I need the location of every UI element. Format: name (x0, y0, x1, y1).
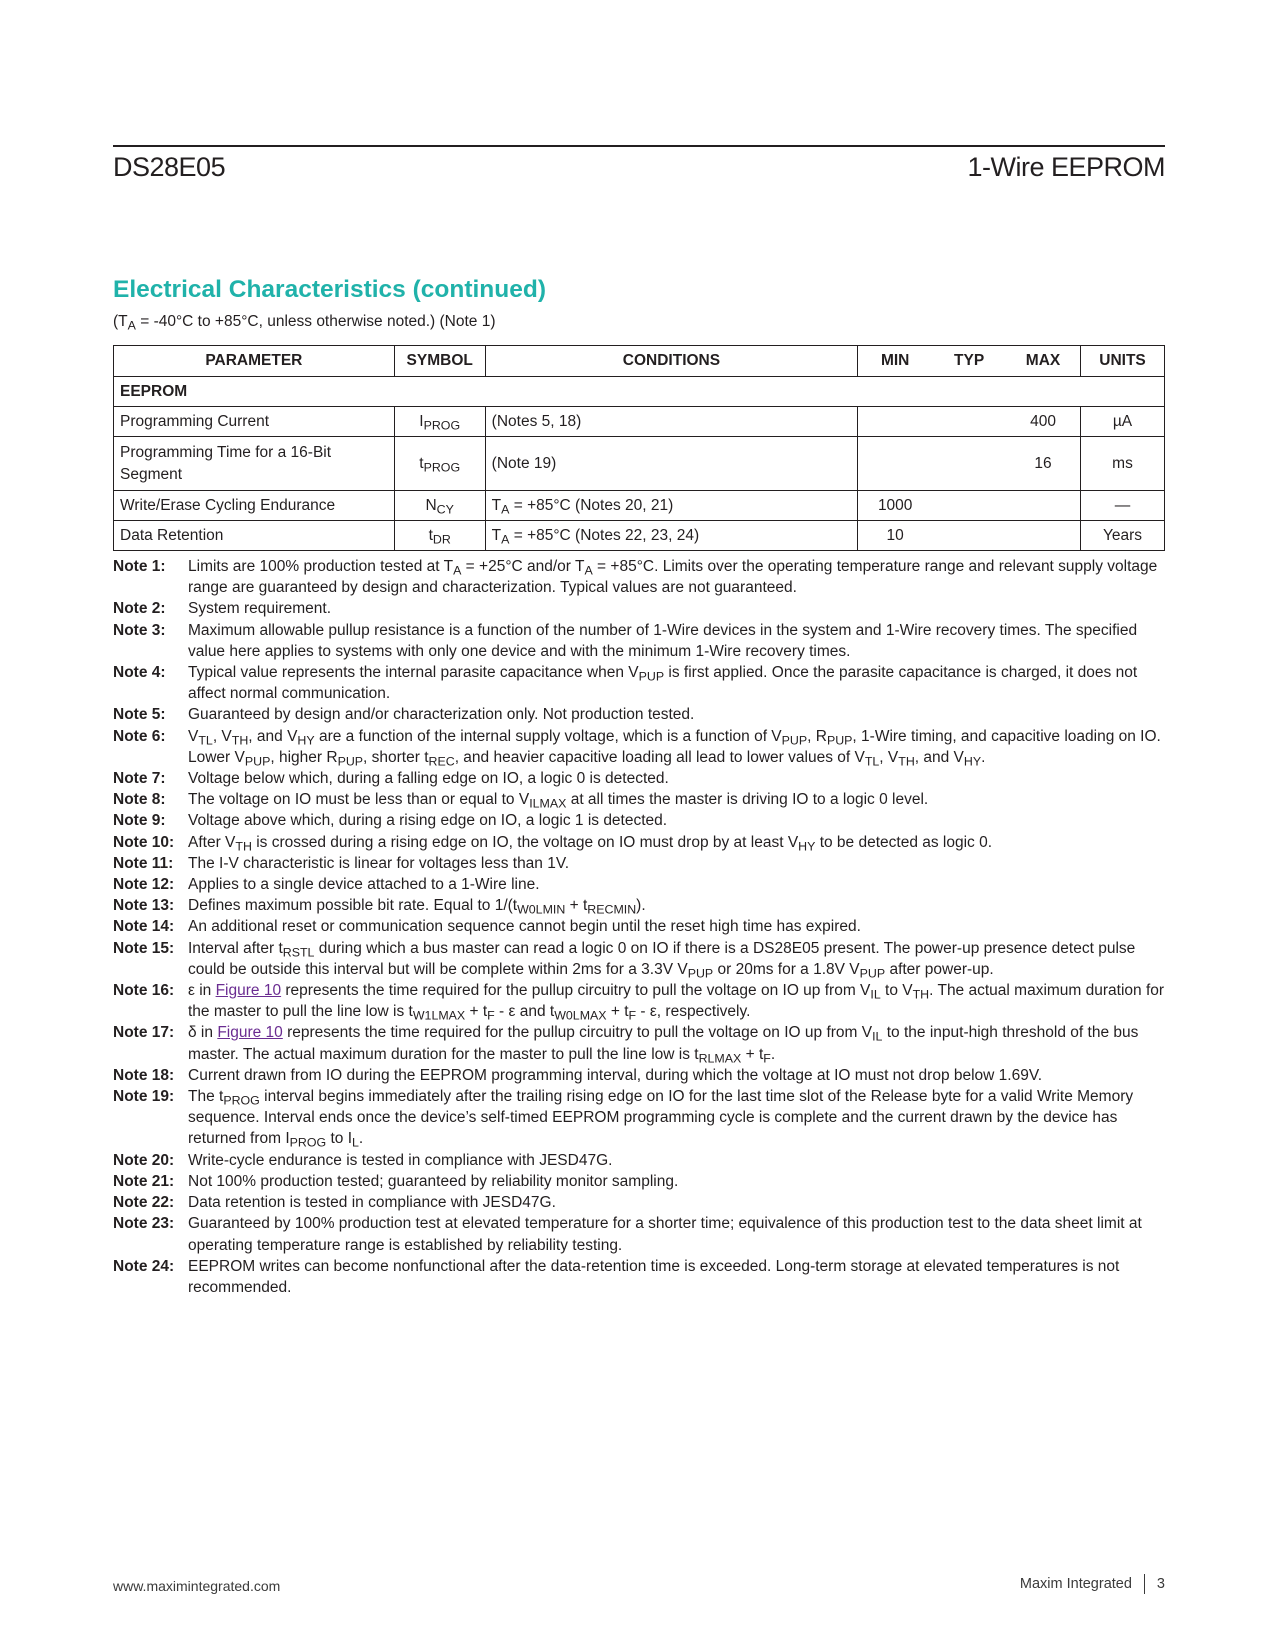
row-min-typ-max (858, 521, 1081, 551)
note-label: Note 13: (113, 897, 175, 915)
note-text: Typical value represents the internal parasite capacitance when $V_{PUP}$ is first applied. Once the parasite capacitance is charged, it does not affect normal communication. (188, 664, 1138, 703)
note-item (113, 1086, 1171, 1150)
row-units: — (1081, 491, 1165, 521)
row-symbol: $N_{CY}$ (394, 491, 485, 521)
note-text: Applies to a single device attached to a 1-Wire line. (188, 876, 540, 894)
note-text: EEPROM writes can become nonfunctional after the data-retention time is exceeded. Long-term storage at elevated temperatures is not recommended. (188, 1257, 1120, 1296)
footer-website[interactable]: www.maximintegrated.com (113, 1578, 281, 1594)
note-item (113, 704, 1171, 725)
note-label: Note 3: (113, 621, 166, 639)
header-typ: TYP (954, 352, 985, 369)
row-parameter: Programming Time for a 16-Bit Segment (114, 437, 395, 491)
note-label: Note 11: (113, 854, 174, 872)
note-label: Note 5: (113, 706, 166, 724)
footer-divider (1144, 1574, 1145, 1594)
header-parameter: PARAMETER (114, 346, 395, 377)
note-item (113, 1022, 1171, 1064)
header-symbol: SYMBOL (394, 346, 485, 377)
note-item (113, 1213, 1171, 1255)
notes-list (113, 556, 1171, 1298)
row-parameter: Write/Erase Cycling Endurance (114, 491, 395, 521)
row-typ (932, 527, 1006, 545)
note-text: Defines maximum possible bit rate. Equal to $1/(t_{W0LMIN} + t_{RECMIN})$. (188, 897, 646, 917)
row-conditions: (Note 19) (485, 437, 858, 491)
table-row (114, 521, 1165, 551)
note-text: Not 100% production tested; guaranteed by reliability monitor sampling. (188, 1172, 679, 1190)
table-row (114, 407, 1165, 437)
row-units: ms (1081, 437, 1165, 491)
table-row (114, 491, 1165, 521)
note-label: Note 20: (113, 1151, 175, 1169)
row-conditions: $T_A = +85^\circ C$ (Notes 22, 23, 24) (485, 521, 858, 551)
section-title: Electrical Characteristics (continued) (113, 276, 546, 303)
note-label: Note 12: (113, 876, 175, 894)
note-item (113, 789, 1171, 810)
note-item (113, 620, 1171, 662)
note-label: Note 6: (113, 727, 166, 745)
note-text: Maximum allowable pullup resistance is a function of the number of 1-Wire devices in the system and 1-Wire recovery times. The specified value here applies to systems with only one device and with the minimum 1-Wire recovery times. (188, 621, 1138, 660)
footer-brand (1020, 1574, 1165, 1594)
conditions-suffix: = -40°C to +85°C, unless otherwise noted.) (Note 1) (135, 313, 496, 330)
note-text: ε in Figure 10 represents the time required for the pullup circuitry to pull the voltage on IO up from $V_{IL}$ to $V_{TH}$. The actual maximum duration for the master to pull the line low is $t_{W1LMAX} + t_F - \varepsilon$ and $t_{W0LMAX} + t_F - \varepsilon$, respectively. (188, 982, 1165, 1023)
row-conditions: $T_A = +85^\circ C$ (Notes 20, 21) (485, 491, 858, 521)
note-item (113, 556, 1171, 598)
row-min-typ-max (858, 437, 1081, 491)
note-text: The voltage on IO must be less than or equal to $V_{ILMAX}$ at all times the master is driving IO to a logic 0 level. (188, 791, 929, 811)
note-label: Note 2: (113, 600, 166, 618)
note-item (113, 1171, 1171, 1192)
note-label: Note 24: (113, 1257, 175, 1275)
note-text: System requirement. (188, 600, 331, 618)
row-typ (932, 497, 1006, 515)
note-text: Limits are 100% production tested at $T_A = +25^\circ C$ and/or $T_A = +85^\circ C$. Limits over the operating temperature range and relevant supply voltage range are guaranteed by design and characterization. Typical values are not guaranteed. (188, 558, 1158, 597)
header-units: UNITS (1081, 346, 1165, 377)
note-item (113, 1256, 1171, 1298)
note-item (113, 1065, 1171, 1086)
table-header-row (114, 346, 1165, 377)
row-symbol: $t_{PROG}$ (394, 437, 485, 491)
note-item (113, 598, 1171, 619)
note-label: Note 8: (113, 791, 166, 809)
note-text: Write-cycle endurance is tested in compliance with JESD47G. (188, 1151, 613, 1169)
note-label: Note 4: (113, 664, 166, 682)
note-item (113, 980, 1171, 1022)
note-item (113, 768, 1171, 789)
row-min-typ-max (858, 491, 1081, 521)
note-text: Data retention is tested in compliance with JESD47G. (188, 1194, 556, 1212)
note-text: δ in Figure 10 represents the time required for the pullup circuitry to pull the voltage on IO up from $V_{IL}$ to the input-high threshold of the bus master. The actual maximum duration for the master to pull the line low is $t_{RLMAX} + t_F$. (188, 1024, 1139, 1066)
header-min: MIN (880, 352, 910, 369)
note-label: Note 18: (113, 1066, 175, 1084)
note-label: Note 21: (113, 1172, 175, 1190)
note-label: Note 17: (113, 1024, 175, 1042)
note-label: Note 1: (113, 558, 166, 575)
row-min: 10 (886, 526, 904, 544)
row-typ (932, 453, 1006, 475)
electrical-characteristics-table (113, 345, 1165, 551)
row-max: 16 (1034, 454, 1052, 472)
note-label: Note 7: (113, 770, 166, 788)
row-min-typ-max (858, 407, 1081, 437)
row-units: µA (1081, 407, 1165, 437)
note-item (113, 853, 1171, 874)
part-number: DS28E05 (113, 152, 226, 182)
row-max (1006, 497, 1080, 515)
row-parameter: Data Retention (114, 521, 395, 551)
note-label: Note 10: (113, 833, 175, 851)
note-label: Note 16: (113, 982, 175, 1000)
note-text: Guaranteed by 100% production test at elevated temperature for a shorter time; equivalence of this production test to the data sheet limit at operating temperature range is established by reliability testing. (188, 1215, 1142, 1254)
note-item (113, 938, 1171, 980)
table-group-row (114, 377, 1165, 407)
header-rule (113, 145, 1165, 147)
table-row (114, 437, 1165, 491)
note-text: An additional reset or communication sequence cannot begin until the reset high time has expired. (188, 918, 861, 936)
footer-company: Maxim Integrated (1019, 1576, 1132, 1592)
note-item (113, 895, 1171, 916)
row-max: 400 (1030, 412, 1056, 430)
note-item (113, 1150, 1171, 1171)
note-text: Voltage above which, during a rising edge on IO, a logic 1 is detected. (188, 812, 668, 830)
note-label: Note 15: (113, 939, 175, 957)
group-label: EEPROM (114, 377, 1165, 407)
note-item (113, 1192, 1171, 1213)
page-number: 3 (1156, 1576, 1165, 1592)
row-units: Years (1081, 521, 1165, 551)
row-symbol: $t_{DR}$ (394, 521, 485, 551)
note-label: Note 19: (113, 1088, 175, 1106)
note-text: The I-V characteristic is linear for voltages less than 1V. (188, 854, 570, 872)
row-typ (932, 413, 1006, 431)
figure-link[interactable]: Figure 10 (217, 1024, 283, 1042)
note-label: Note 22: (113, 1194, 175, 1212)
row-parameter: Programming Current (114, 407, 395, 437)
row-symbol: $I_{PROG}$ (394, 407, 485, 437)
note-label: Note 9: (113, 812, 166, 830)
note-label: Note 23: (113, 1215, 175, 1233)
note-text: After $V_{TH}$ is crossed during a rising edge on IO, the voltage on IO must drop by at least $V_{HY}$ to be detected as logic 0. (188, 833, 993, 854)
row-min (858, 453, 932, 475)
note-item (113, 832, 1171, 853)
note-item (113, 662, 1171, 704)
conditions-subscript: A (127, 318, 136, 333)
note-text: The $t_{PROG}$ interval begins immediately after the trailing rising edge on IO for the last time slot of the Release byte for a valid Write Memory sequence. Interval ends once the device’s self-timed EEPROM programming cycle is complete and the current drawn by the device has returned from $I_{PROG}$ to $I_L$. (188, 1088, 1134, 1150)
product-name: 1-Wire EEPROM (967, 152, 1165, 182)
row-min (858, 413, 932, 431)
row-min: 1000 (877, 496, 913, 514)
note-text: Guaranteed by design and/or characterization only. Not production tested. (188, 706, 695, 724)
figure-link[interactable]: Figure 10 (215, 982, 282, 1000)
note-text: Current drawn from IO during the EEPROM programming interval, during which the voltage at IO must not drop below 1.69V. (188, 1066, 1043, 1084)
note-text: Voltage below which, during a falling edge on IO, a logic 0 is detected. (188, 770, 669, 788)
header-conditions: CONDITIONS (485, 346, 858, 377)
note-label: Note 14: (113, 918, 175, 936)
row-conditions: (Notes 5, 18) (485, 407, 858, 437)
test-conditions (113, 313, 496, 331)
note-item (113, 916, 1171, 937)
header-max: MAX (1025, 352, 1061, 369)
note-item (113, 874, 1171, 895)
header-min-typ-max (858, 346, 1081, 377)
note-item (113, 726, 1171, 768)
note-item (113, 810, 1171, 831)
conditions-prefix: (T (113, 313, 128, 330)
note-text: $V_{TL}$, $V_{TH}$, and $V_{HY}$ are a function of the internal supply voltage, which is a function of $V_{PUP}$, $R_{PUP}$, 1-Wire timing, and capacitive loading on IO. Lower $V_{PUP}$, higher $R_{PUP}$, shorter $t_{REC}$, and heavier capacitive loading all lead to lower values of $V_{TL}$, $V_{TH}$, and $V_{HY}$. (188, 727, 1161, 769)
row-max (1006, 527, 1080, 545)
note-text: Interval after $t_{RSTL}$ during which a bus master can read a logic 0 on IO if there is a DS28E05 present. The power-up presence detect pulse could be outside this interval but will be complete within 2ms for a 3.3V $V_{PUP}$ or 20ms for a 1.8V $V_{PUP}$ after power-up. (188, 939, 1136, 981)
